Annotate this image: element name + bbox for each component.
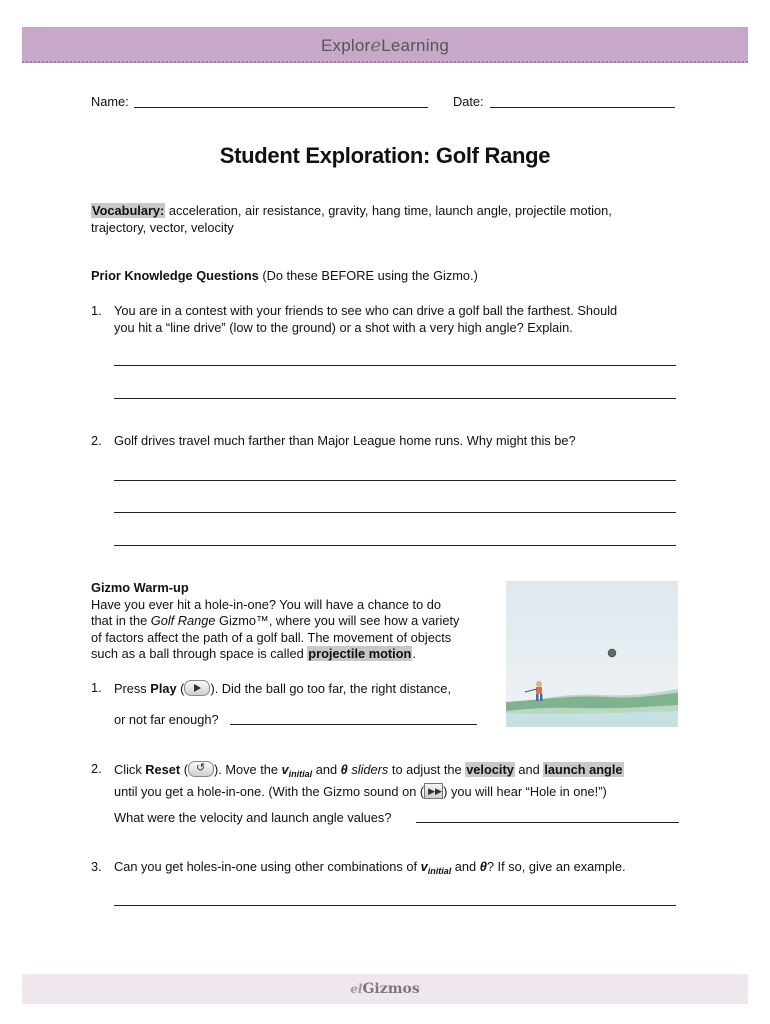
warmup-q1-number: 1. [91, 680, 102, 695]
warmup-q2-d: to adjust the [388, 762, 466, 777]
warmup-line2a: that in the [91, 613, 151, 628]
warmup-q2-b: ( [180, 762, 188, 777]
prior-q2-number: 2. [91, 433, 102, 448]
warmup-gizmo-name: Golf Range [150, 613, 216, 628]
warmup-line4a: such as a ball through space is called [91, 646, 308, 661]
gizmos-logo [22, 981, 748, 997]
warmup-q2-answer-line[interactable] [416, 822, 679, 823]
warmup-q1-text [114, 680, 504, 698]
golf-ball-icon [608, 649, 616, 657]
warmup-q1-answer-line[interactable] [230, 724, 477, 725]
warmup-q3-text [114, 859, 714, 880]
sound-button-icon: ▶▶ [424, 783, 443, 799]
name-field[interactable] [134, 107, 428, 108]
warmup-q3-a: Can you get holes-in-one using other combinations of [114, 859, 421, 874]
vocabulary-terms-2: trajectory, vector, velocity [91, 219, 234, 235]
date-field[interactable] [490, 107, 675, 108]
warmup-q2-number: 2. [91, 761, 102, 776]
prior-knowledge-heading [91, 268, 691, 285]
prior-q1-number: 1. [91, 303, 102, 318]
reset-button-icon: ↺ [188, 761, 214, 777]
projectile-motion-term: projectile motion [308, 646, 412, 661]
warmup-line3: of factors affect the path of a golf ball. The movement of objects [91, 629, 452, 645]
gizmos-logo-mark: el [350, 982, 363, 996]
warmup-intro [91, 580, 501, 663]
warmup-q1-line2: or not far enough? [114, 712, 219, 727]
vocabulary-block [91, 203, 691, 236]
warmup-q1-c: ). Did the ball go too far, the right distance, [210, 681, 451, 696]
prior-q2-answer-line-1[interactable] [114, 480, 676, 481]
theta-symbol: θ [340, 762, 348, 777]
explorelearning-logo [22, 35, 748, 56]
warmup-q3-and: and [451, 859, 480, 874]
gizmos-logo-text: Gizmos [362, 981, 420, 997]
prior-subheading: (Do these BEFORE using the Gizmo.) [258, 268, 478, 283]
warmup-q2-line2a: until you get a hole-in-one. (With the Gizmo sound on ( [114, 783, 425, 799]
golfer-icon [525, 681, 543, 701]
footer-bar [22, 974, 748, 1004]
warmup-q2-and: and [312, 762, 341, 777]
prior-q1-line2: you hit a “line drive” (low to the ground) or a shot with a very high angle? Explain. [114, 319, 573, 335]
warmup-q1-b: ( [176, 681, 185, 696]
warmup-line1: Have you ever hit a hole-in-one? You will have a chance to do [91, 596, 442, 612]
brand-mark: e [370, 35, 382, 56]
header-bar [22, 27, 748, 63]
warmup-q2-line2b: ) you will hear “Hole in one!”) [443, 783, 607, 799]
prior-q2-text: Golf drives travel much farther than Major League home runs. Why might this be? [114, 433, 576, 448]
v-symbol: v [281, 762, 289, 777]
prior-q2-answer-line-3[interactable] [114, 545, 676, 546]
prior-q1-line1: You are in a contest with your friends to see who can drive a golf ball the farthest. Should [114, 303, 618, 318]
warmup-q2-a: Click [114, 762, 146, 777]
brand-right: Learning [381, 36, 449, 55]
name-label: Name: [91, 94, 129, 109]
reset-word: Reset [145, 762, 181, 777]
prior-q1-answer-line-2[interactable] [114, 398, 676, 399]
vocabulary-label: Vocabulary: [92, 203, 165, 218]
warmup-line2b: Gizmo™, where you will see how a variety [215, 613, 460, 628]
warmup-q2-line3: What were the velocity and launch angle values? [114, 810, 392, 825]
launch-angle-term: launch angle [544, 762, 623, 777]
prior-q2-answer-line-2[interactable] [114, 512, 676, 513]
prior-q1-answer-line-1[interactable] [114, 365, 676, 366]
warmup-q3-number: 3. [91, 859, 102, 874]
warmup-q3-answer-line[interactable] [114, 905, 676, 906]
velocity-term: velocity [466, 762, 514, 777]
play-button-icon [184, 680, 210, 696]
prior-q1-text [114, 303, 704, 336]
q3-v-symbol: v [420, 859, 428, 874]
golf-scene-illustration [506, 581, 678, 727]
warmup-q2-c: ). Move the [213, 762, 282, 777]
play-word: Play [150, 681, 177, 696]
v-subscript: initial [288, 769, 313, 779]
brand-left: Explor [320, 36, 371, 55]
date-label: Date: [453, 94, 484, 109]
q3-v-subscript: initial [427, 866, 452, 876]
vocabulary-terms-1: acceleration, air resistance, gravity, hang time, launch angle, projectile motion, [165, 203, 612, 218]
q3-theta-symbol: θ [479, 859, 487, 874]
warmup-q2-text [114, 761, 714, 800]
prior-heading: Prior Knowledge Questions [91, 268, 259, 283]
sliders-word: sliders [347, 762, 389, 777]
warmup-q1-a: Press [114, 681, 151, 696]
warmup-heading: Gizmo Warm-up [91, 580, 189, 595]
page-title: Student Exploration: Golf Range [219, 143, 551, 168]
warmup-q3-b: ? If so, give an example. [486, 859, 626, 874]
golf-range-gizmo-image [506, 581, 678, 727]
warmup-q2-and2: and [514, 762, 544, 777]
warmup-line4b: . [412, 646, 416, 661]
